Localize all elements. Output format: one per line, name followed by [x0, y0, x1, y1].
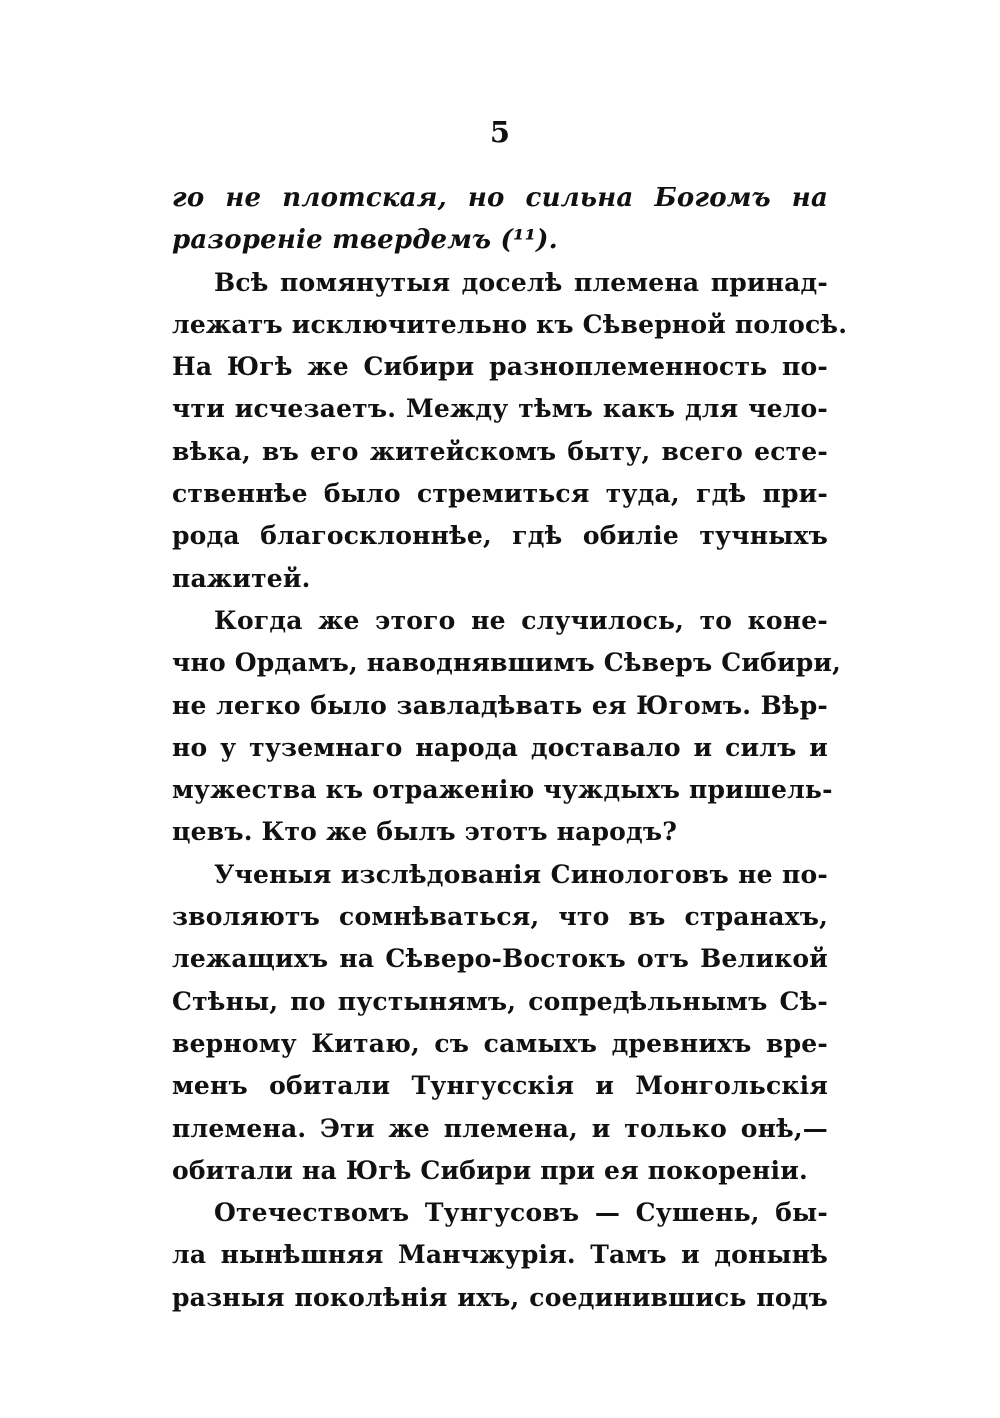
text-line-18: зволяютъ сомнѣваться, что въ странахъ, [172, 902, 828, 932]
text-line-12: чно Ордамъ, наводнявшимъ Сѣверъ Сибири, [172, 648, 842, 678]
text-line-26: ла нынѣшняя Манчжурiя. Тамъ и донынѣ [172, 1240, 828, 1270]
text-line-11: Когда же этого не случилось, то коне- [214, 605, 828, 635]
text-line-9: рода благосклоннѣе, гдѣ обилiе тучныхъ [172, 521, 828, 551]
page-number: 5 [489, 115, 511, 149]
text-line-20: Стѣны, по пустынямъ, сопредѣльнымъ Сѣ- [172, 986, 828, 1016]
text-line-5: На Югѣ же Сибири разноплеменность по- [172, 352, 828, 382]
text-line-22: менъ обитали Тунгусскiя и Монгольскiя [172, 1071, 828, 1101]
text-line-19: лежащихъ на Сѣверо-Востокъ отъ Великой [172, 944, 828, 974]
text-line-15: мужества къ отраженiю чуждыхъ пришель- [172, 775, 833, 805]
text-line-3: Всѣ помянутыя доселѣ племена принад- [214, 267, 828, 297]
text-line-8: ственнѣе было стремиться туда, гдѣ при- [172, 479, 828, 509]
text-line-25: Отечествомъ Тунгусовъ — Сушень, бы- [214, 1198, 828, 1228]
text-line-13: не легко было завладѣвать ея Югомъ. Вѣр- [172, 690, 828, 720]
text-line-7: вѣка, въ его житейскомъ быту, всего есте- [172, 436, 828, 466]
text-line-27: разныя поколѣнiя ихъ, соединившись подъ [172, 1282, 828, 1312]
text-line-4: лежатъ исключительно къ Сѣверной полосѣ. [172, 309, 848, 339]
text-line-21: верному Китаю, съ самыхъ древнихъ вре- [172, 1028, 828, 1058]
text-line-17: Ученыя изслѣдованiя Синологовъ не по- [214, 859, 828, 889]
text-line-2: разоренiе твердемъ (¹¹). [172, 225, 558, 256]
text-line-1: го не плотская, но сильна Богомъ на [172, 183, 828, 213]
text-line-16: цевъ. Кто же былъ этотъ народъ? [172, 817, 678, 847]
body-text [172, 177, 848, 1319]
text-line-24: обитали на Югѣ Сибири при ея покоренiи. [172, 1155, 808, 1185]
text-line-14: но у туземнаго народа доставало и силъ и [172, 732, 828, 762]
text-line-10: пажитей. [172, 563, 311, 593]
text-line-23: племена. Эти же племена, и только онѣ,— [172, 1113, 828, 1143]
text-line-6: чти исчезаетъ. Между тѣмъ какъ для чело- [172, 394, 828, 424]
